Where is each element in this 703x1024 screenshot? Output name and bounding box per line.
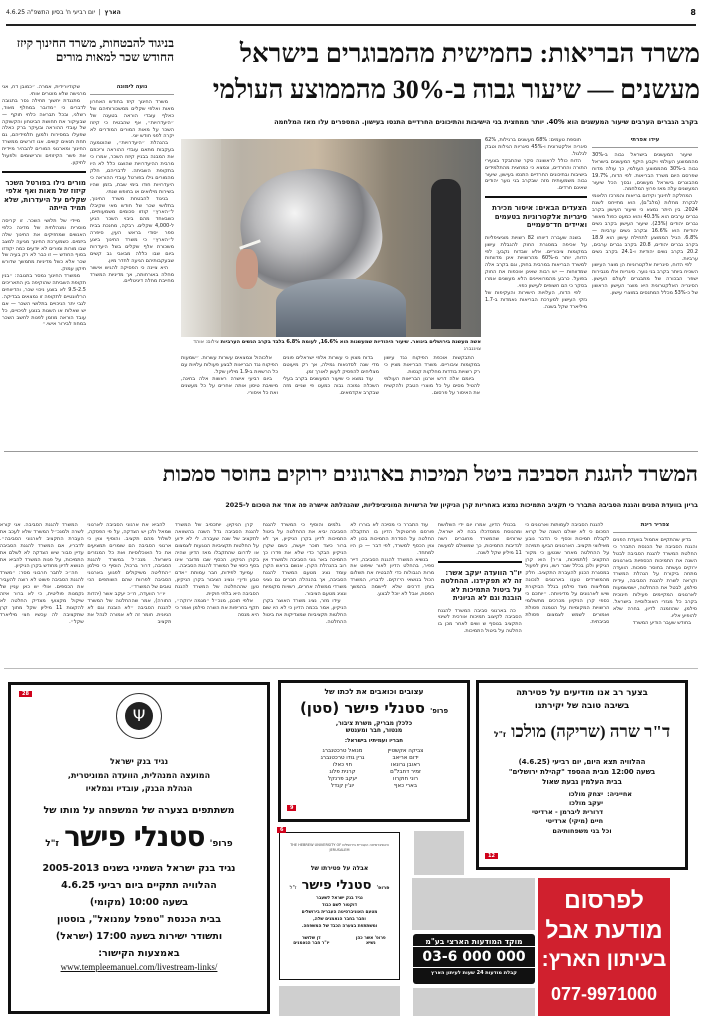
paragraph: אלפי תוכנן, מנכ״ל ״מגמה ירוקה״, תקף בחריפות את השרה סילמן ואמר כי היא מנסה <box>175 597 259 618</box>
signatories-list <box>311 748 437 790</box>
hotline-phone: 03-6 000 000 <box>422 949 526 965</box>
notice-line: נגיד בנק ישראל לשעבר <box>316 896 363 901</box>
paragraph: גלמים והוסיף כי המשרד להגנת הסביבה יביא את ההחלטה על ביטול התמיכות לדיון בקרן הניקיון, אך לא ברור כיצד תוכר ייעשה, כשם שקרן הניקיון הבקר כדי שלא את פדרו כך התמיכה באר גוני הסביבה ולמשרד אין רוב בהנהלת הקרן. אנשם בראש הקרן עומד נציג מטעם המשרד להגנת הסביבה, אך בהנהלה חברים גם נציגי משרדי ממשלה אחרים, רשויות מקומיות ונציג מטעם הציבור. <box>262 522 347 598</box>
ad-tag: 28 <box>19 691 32 697</box>
paragraph: בהנהלת ״היעדרויות״, שהוטמעה בעקבות מתאם עובדי ההוראה וריכוזם את המבנה בבניין קיזוז השכר, אמרו כי מרבית ההיעדרויות שהוצגו כלל לא היו בתקופת השביתה. לדבריהם, חלק מהמורים גילו בפורטל עובדי ההוראה כי היעדרויות חודו בימי שבת, בזמן שהיו בשירות מילואים או בחופש שנתי. <box>90 140 174 195</box>
hotline-title: מוקד המודעות הארצי בע"מ <box>413 937 535 947</box>
family-label: אחייניה: <box>607 790 633 798</box>
malka-notice <box>476 680 688 870</box>
paragraph: שקודיורידית, אמרה. ״כמובן דח, אני מרגישה שלא מוטרים אותי. <box>2 84 86 97</box>
blank-ad-space <box>412 878 535 930</box>
inline-subhead: יו"ר הוועדה יעקב אשר: זה לא תפקידנו. ההחלטה על ביטול התמיכות לא הובנת וגם לא הגיונית <box>438 561 522 603</box>
ad-tag: 12 <box>485 853 498 859</box>
ad-tag: 9 <box>287 805 296 811</box>
paragraph: בדוח מצוין כי עשרות אלפי ישראלים פונים מדי שנה לסדנאות גמילה, אך רק מיעוטם מצליחים להפסיק לעשן לאורך זמן. <box>283 355 379 375</box>
notice-line: עצובים וכואבים את לכתו של <box>324 687 424 696</box>
deceased-name <box>281 698 467 717</box>
notice-line: בשעה 10:00 (מקומי) <box>89 897 189 908</box>
main-headline-line-2: מעשנים — שיעור גבוה ב-30% מהממוצע העולמי <box>212 75 700 104</box>
photo-caption <box>181 339 481 352</box>
notice-line: משתתפים בצערה של המשפחה על מותו של <box>43 805 235 816</box>
section-divider <box>4 451 698 452</box>
notice-line: בבית העלמין גבעת שאול <box>542 778 622 786</box>
name-text: סטנלי פישר <box>301 878 372 893</box>
text-column <box>384 355 480 449</box>
text-column <box>175 522 259 665</box>
text-column <box>438 522 522 665</box>
notice-line: נגיד בנק ישראל <box>109 757 169 766</box>
text-column <box>2 84 86 448</box>
notice-line: ומשתתפת בצערה הכבד של המשפחה. <box>301 924 378 929</box>
photo-hand <box>236 249 258 289</box>
main-subhead: בקרב הגברים הערבים שיעור המעשנים הוא 40%. יותר ממחצית בני הישיבות והתיכונים החרדיים התנסו בעישון. המספרים עלו מאז המלחמה <box>274 118 698 126</box>
paragraph: התבקשות אוכפת הפיקוח נגד עישון במקומות ציבוריים. משרד הבריאות מציין כי רק רשויות בודדות מחלקות קנסות. <box>384 355 480 375</box>
paragraph: בנשיא המשרד להגנת הסביבה, דייר ספיר, בהחלט הדיון לאור שיפוט את מרות הגבולות כדי להבטיח את תשלום הכול בנושאי הי־וקים. לדבריו, המשרד בוחן דרכים שלא ליישמה בהמשך הפסת, אבל לא יוכל לבצע. <box>350 556 435 598</box>
ad-hotline-box <box>413 934 535 984</box>
section-divider <box>4 668 698 669</box>
name-text: ד"ר שרה (שריקה) מולכו <box>511 722 671 741</box>
menorah-icon: Ψ <box>125 702 153 730</box>
family-list <box>479 790 685 826</box>
article-photo <box>181 139 481 337</box>
text-column <box>525 522 609 665</box>
notice-line: בשיבה טובה של יקירתנו <box>534 701 630 711</box>
notice-line: באמצעות הקישור: <box>98 948 180 959</box>
notice-line: וכל בני משפחותיהם <box>552 827 612 835</box>
notice-line: בשעה 12:00 מבית ההספד "קהילת ירושלים" <box>508 768 656 776</box>
signature-role: יו"ר חבר הנאמנים <box>293 941 330 946</box>
date-text: יום רביעי ח' בסיון התשפ"ה 4.6.25 <box>6 9 95 16</box>
page-header <box>6 8 696 22</box>
promo-line: בעיתון הארץ: <box>541 948 667 971</box>
livestream-link[interactable]: www.templeemanuel.com/livestream-links/ <box>60 962 218 972</box>
paragraph: המחלקה לחינוך וקידום בריאות והמרכז הלאומי לבקרת מחלות (מלב"ם), הוא מתייחס לשנת 2024. בין היתר נמצא כי שיעור העישון בקרב גברים ערבים הוא 40.3% והוא כמעט כפול מאשר גברים יהודים (23%). שיעור העישון בקרב נשים יהודיות הוא 16.6% ובקרב נשים ערביות — 6.8%. הגיל הממוצע לתחילת עישון הוא 18.9 בקרב גברים יהודים, 20.8 בקרב גברים ערבים, 20.2 בקרב נשים יהודיות ו-24.1 בקרב נשים ערביות. <box>592 193 698 262</box>
main-headline-line-1: משרד הבריאות: כחמישית מהמבוגרים בישראל <box>239 39 700 68</box>
signatory-name: ידום אריאב <box>392 755 419 761</box>
family-member: חיים (מיקי) ארדיטי <box>545 817 604 825</box>
paragraph: בדיון שהתקיים אתמול בוועדת הפנים והגנת הסביבה של הכנסת התברר כי החלטת המשרד להגנת הסביבה לבטל השנה את התמיכות הכספיות בארגונים ירוקים נעשתה בחוסר סמכות. הוועדה מתחה ביקורת על הנהלת המשרד וקראה לשרת להגנת הסביבה, עידית סילמן, לבטל את ההחלטה, ישמשמעות לארגונים המקיימים פעילות חינוכית בקרב כל מגזרי האוכלוסייה בישראל. סילמן, שהוזמנה לדיון, בחרה שלא להופיע אליו. <box>613 536 697 619</box>
paragraph: ביומם אלה דרש ארגון הבריאות העולמי להטיל מסים על כל מוצרי הטבק ולהקשיח את האיסור על פרסום. <box>384 375 480 396</box>
paragraph: אלכוהול ונמצאים עשרות עשרות. ״שמעות הפיקוח נגד הבריאות לבצע פעולות עלויות עם כל הרשויות ב-1.9 מיליון שקל. <box>181 355 278 375</box>
family-member: יצחק מולכו <box>568 790 604 798</box>
promo-line: מודעת אבל <box>545 917 663 943</box>
notice-line: מנטור, חבר ומענטש <box>345 727 403 734</box>
paragraph: תוספת טעמים: 68% מעשנים ברגילות, 62% סיגריה אלקטרונית ו-45% סיגריות הגילות וטבק לגלגול. <box>485 137 587 157</box>
notice-line: בבית הכנסת "טמפל עמנואל", בוסטון <box>56 914 221 925</box>
promo-phone: 077-9971000 <box>550 984 658 1004</box>
text-column <box>613 522 697 665</box>
photo-credit: צילום: אוהד צויגנברג <box>193 339 481 352</box>
notice-line: בצער רב אנו מודיעים על פטירתה <box>516 688 648 698</box>
ad-tag: 6 <box>277 827 286 833</box>
paragraph: מתנגדת יחשוך תחילה נסר בתגובה לדברים כי ״מדובר במחלף מאוד, רשלני, ובכל תבראה כלחי תוקף — שבעיקור את תחושת הביטחון והקשוקה של עובדי ההוראה ובעיקר ברק כאלה שפעלו במסירות ולמען תלמידיהם, גם תחת תנאים קשים. אנו דורשים ממשרד החינוך ומארגוני המורים להבהיר מיידית את פשר הקיזוזים והרישומים ולפעול לתיקון. <box>2 97 86 166</box>
paragraph: היא ציינה כי הפסיקה להגיש אישור מחלה באורחותה, אך מדיניות המשרד מחייבת מחלה דיגיטליים. <box>90 264 174 285</box>
name-text: סטנלי פישר (סטן) <box>299 699 425 717</box>
title-prefix: פרופ' <box>430 707 449 715</box>
paragraph: ממשרד החינוך נמסר בתגובה: ״בנין תקופת השביתה שהוקיפה בין התאריכים 9.5-2.5 לא בוצע ניכוי שכר, והדיווחים הרלוונטיים לתקופה זו נמצאים בבדיקה. לגבי יתר הניכויים בתלושי השכר — אם יש שאלות או השגות בנוגע לניכויים, כל עובד הוראה מוזמן לפנות לחשב השכר במחוז לבירור אישי.״ <box>2 273 86 328</box>
text-column <box>592 137 698 449</box>
paragraph: להגנת הסביבה לעמותות וארגונים כי הסכום כי לא ישולם השנה של קרוא לקבלת תמיכות וכסף כי הדבר נובע מאילוצי תקציב. הארגונים הביעו תמיהה על ההחלטה מאחר שנטען כי מקור התקציב (לתמיכות, צ״ר) הוא קרן הניקיון ולכן בכלל שבר רשו, ניתן לפעול במסגרת הכנון להעברת התקציב. חלק מהמשרדים טענו בארגונים לנכונה ממליצות מצד סילמן בגלל הביקורת שיש לארגונים על מדיניותה. ״יותכם כי כספי קרן הניקיון מכרכים מתשלומי הרשויות המקומיות על הטמנה פסולת ואמורים לשמש לצמצום פסולת סביבתית. <box>525 522 610 625</box>
paragraph: לפי הדוח, סיגריות אלקטרוניות הן מוצר העישון השכיח ביותר בקרב בני נוער. סיגריות אלו מגבירות ישפר הבכורה של מתבגרים לעולם העישון. הסיגריה האלקטרונית היא מוצר העישון הראשון של כ-53% מכלל המתנסים במוצרי עישון. <box>592 262 698 297</box>
signatory-name: זמיר דחבל"ם <box>390 769 421 775</box>
paragraph: יו״ר הוועדה, ח״כ יעקב אשר (יהדות התורה), אמר שההחלטה של המשרד להגנת הסביבה ״לא הובנת וגם לא הגיונית. חומר זה לא אמורה לנהל את תקציב <box>87 591 172 625</box>
signatory-name: מנואל טרכטנברג <box>322 748 363 754</box>
photo-background-wall <box>181 139 221 337</box>
notice-line: ותשודר ישירות בשעה 17:00 (ישראל) <box>55 931 223 942</box>
hebrew-university-logo: האוניברסיטה העברית בירושלים THE HEBREW UNIVERSITY OF JERUSALEM <box>290 843 389 852</box>
deceased-name <box>11 820 267 853</box>
signature <box>356 936 386 946</box>
text-column <box>181 355 278 449</box>
name-suffix: ז"ל <box>289 885 297 891</box>
notice-description <box>280 895 399 930</box>
notice-line: נגיד בנק ישראל השמיני בשנים 2005-2013 <box>42 863 236 874</box>
paragraph: מיידי של תלושי השכר. זו קריסה מוסרית ומנהלתית של מדינה כלפי האנשים שמחזיקים את החינוך שלה ביזמים. כשמערכת החינוך מגיעה למצב שבו מורות ומורים לא יודעים כמה יקודזו בסוף החודש — זו כבר לא רק בעיה של שכר אלא כשל מדיניות מתמשך שדורש תיקון עמוק. <box>2 217 86 273</box>
caption-text: אשה מעשנת בירושלים בינואר. שיעור היהודיות שמעשנות הוא 16.6%, לעומת 6.8% בלבד בקרב הנשים הערביות <box>220 339 481 345</box>
photo-passerby <box>431 179 461 329</box>
bank-of-israel-notice <box>8 682 270 1014</box>
signature <box>293 936 329 946</box>
signatory-name: צביקה אקשטיין <box>387 748 424 754</box>
paragraph: עידו מזר, נציג משרד האוצר בקרן הניקיון, אמר בכמה הדיון כי לא היו שום החלטות תקציביות שמצדיקות את ביטול ההחלטה. <box>262 597 347 625</box>
name-suffix: ז"ל <box>493 730 507 739</box>
signature-name: דן שלושר <box>301 936 321 941</box>
notice-line: ההלוויה תצא היום, יום רביעי (4.6.25) <box>518 758 646 766</box>
signatory-name: ראובן גרונאו <box>391 762 420 768</box>
blank-ad-space <box>414 831 464 875</box>
byline: נועה לימונה <box>90 84 174 95</box>
paragraph: שיעור המעשנים בישראל גבוה ב-30% מהממוצע העולמי ויקבע היקף המעשנים בישראל גבוה ב-30% מהממוצע העולמי, כך עולה מדוח שפרסם היום משרד הבריאות. לפי הדוח, 19.7% מהבוגרים בישראל מעשנים, ובסך הכל שיעור המעשנים עלה מאז פרוץ המלחמה. <box>592 151 698 193</box>
paragraph: קרן הניקיון. יותכסיב של המשרד להגנת הסביבה גדל השנה בהשוואה לתקציב של שנה שעברה. לי לא ידוע על החלטות תקציביות הנוגעות לצמצום או לדרום שהתקבלו מאז הדיון שהיה בקרן הניקיון. הכסף שבו מדובר אינו בסף כיסוי של המשרד להגנת הסביבה. <box>175 522 259 570</box>
paragraph: עוד נמצא כי שיעור המעשנים בקרב בעלי השכלה נמוכה גבוה כמעט פי שניים מזה שבקרב אקדמאים. <box>283 375 379 396</box>
notice-line: ההלוויה תתקיים ביום רביעי 4.6.25 <box>61 880 217 891</box>
env-headline: המשרד להגנת הסביבה ביטל תמיכות בארגונים ירוקים בחוסר סמכות <box>162 462 698 486</box>
signatory-name: קרנית פלוג <box>329 769 356 775</box>
text-column <box>87 522 171 665</box>
text-column <box>283 355 379 449</box>
signatory-name: יוג'ין קנדל <box>330 783 355 789</box>
date-line: הארץ | יום רביעי ח' בסיון התשפ"ה 4.6.25 <box>6 9 121 16</box>
text-column <box>350 522 434 665</box>
paragraph: חה״כ לתבר חרבוני מסר: ״משרד להגנת הסביבה פשוט לא רוצה להעביר את הכספים. אולי יש כאן עניין של נקמנות פוליטית, כי לא ברור איזה שיקול מקצועי מצדיק החלטה לא להקצות 11 מיליון שקל מתוך קרן שתקציבה לה עכשיו חצי מיליארד שקל״. <box>0 570 84 625</box>
notice-line: מטעם האוניברסיטה העברית בירושלים <box>301 910 378 915</box>
colleagues-notice <box>278 680 470 822</box>
title-prefix: פרופ' <box>376 885 390 891</box>
inline-subhead: הצעדים הבאים: איסור מכירת סיגריות אלקטרוניות בטעמים ואיידים חד־פעמיים <box>485 196 587 230</box>
notice-line: כלכלן מבריק, משרת ציבור, <box>335 720 413 727</box>
family-member: יעקב מולכו <box>569 799 604 807</box>
notice-line: הנהלת הבנק, עובדיו וגמלאיו <box>85 784 193 793</box>
paragraph: בשנה שעברה דיווחו 82 רשויות מוניציפליות על אכיפה במסגרת החוק להגבלת עישון במקומות ציבוריים. אלא שבדוח נקבע: לפי הדוח, יותר מ-60% מהרשויות אינן מדווחות למשרד הבריאות במרבית בחוק, וגם בקרב אלה שמדווחות — יש רבות שאינן אוכפות את החוק בפועל. כרבע מהמרואיינים הלא מעשנים אמרו בסקר כי הם חשופים לעישון כפוי. <box>485 234 587 290</box>
paragraph: בניגוד להבטחת משרד החינוך, בתלושי שכר של חודש מאי שקיבלו ל״הארץ״ קוזזו סכומים משמעותיים, כשבאחד מהם ביבוי השכר הגיע ל-4,000 שקלים. רבקה, מחנכת בבית ספר יסודי בראש העין, סיפרה ל״הארץ״ כי משרד החינוך ביצע משכורת אלף שקלים בשל היעדרות ביום שבו כללה מבאבי גב קשים שבעקבותיהם הגיעה לחדר מיון. <box>90 195 174 264</box>
name-text: סטנלי פישר <box>64 820 205 853</box>
text-column <box>263 522 347 665</box>
blank-ad-space <box>413 988 535 1016</box>
paragraph: עמיעד לפידות, חבר עמותת ״אדם טבע ודין״ ונציג הציבור בקרן הניקיון, טען שההחלטה של המשרד להגנת הסביבה היא בלתי חוקית. <box>175 570 259 598</box>
family-names <box>532 790 603 826</box>
text-column <box>0 522 84 665</box>
byline: עידו אפרתי <box>592 137 698 148</box>
name-suffix: ז"ל <box>45 839 60 849</box>
paragraph: ביום רביעי אישרה ראשות אלה בחינה, מישיבת טיסון אותה אחרים על כל מעשנים ואת כל איסורי. <box>181 375 278 396</box>
paragraph: עוד התברר כי מסיכה לא בוררו לא פורסם פרוטוקול הדיון בו התקבלה החלטה על הסדרת התמיכות בכון לא צוין הכסף למשרד, לפי דבר — כן היו למתחד. <box>350 522 435 556</box>
paragraph: לפי הדוח, העלויות הישירות והעקיפות של נזקי העישון למערכת הבריאות נאמדות ב-1.7 מיליארד שקל בשנה. <box>485 290 587 310</box>
paragraph: בכנולי הדיון, אמרו יום ידי השלושת ומהנוסת ממסדכלו בכח לא ישראל, שרוהים שהמשרד מחוברים רשה לנדיבות התמיכות, כך שמשולם למעשה 11 מיליון שקל לשנה. <box>437 522 522 556</box>
promo-line: לפרסום <box>564 887 644 913</box>
notice-line: דוקטור לשם כבוד <box>321 903 358 908</box>
env-subhead: בריון בוועדת הפנים והגנת הסביבה התברר כי תקציב התמיכות נמצא באחריות קרן הניקיון של הרשויות המוניציפליות, שהנהלתה אישרה פה אחד את הסכום ל-2025 <box>225 502 698 509</box>
title-prefix: פרופ' <box>209 839 233 849</box>
side-headline: בניגוד להבטחות, משרד החינוך קיזז החודש שכר למאות מורים <box>16 36 174 64</box>
signature-role: נשיא <box>366 941 376 946</box>
deceased-name <box>280 874 399 893</box>
hotline-note: קבלת מודעות 24 שעות לעיתון הארץ <box>413 967 535 976</box>
photo-shoulder <box>276 279 406 337</box>
notice-line: וחבר בחבר הנאמנים שלה, <box>313 917 366 922</box>
text-column <box>485 137 587 449</box>
page-number: 8 <box>690 8 696 17</box>
signatory-name: רוני חוקרוו <box>393 776 418 782</box>
paragraph: כה בארגוני סביבה המשרד להגנת הסביבה לקיצוב תמיכות אורכית לשינוי התקציב בנוסף ש ושים לאחר מכן בו החלטה על ביטול התמיכות. <box>437 607 522 635</box>
inline-subhead: מורים נילו בפורטל השכר קיזוז של מאות ואף אלפי שקלים על היעדרות, שלא תמיד הייתה <box>2 171 86 213</box>
notice-line: חבריו ועמיתיו בישראל: <box>344 738 404 744</box>
signature-name: פרופ' אשר כהן <box>355 936 386 941</box>
text-column <box>90 84 174 448</box>
header-rule <box>6 24 696 26</box>
main-headline <box>180 36 700 108</box>
signatory-name: בארי כאף <box>393 783 418 789</box>
paper-name: הארץ <box>104 9 121 16</box>
signatory-name: יעקב פרנקל <box>327 776 358 782</box>
deceased-name <box>479 719 685 748</box>
mourning-notice-promo[interactable] <box>538 878 670 1016</box>
notice-line: המועצה המנהלית, הוועדה המוניטרית, <box>67 771 211 780</box>
paragraph: בחודש שעבר הודיע המשרד <box>632 619 691 626</box>
paragraph: משרד החינוך קיזז בחודש האחרון מאות ואלפי שקלים ממשכורותיהם של כאלף עובדי הוראה בטענה של ״היעדרויות״, אף שהבטיח כי קיזוז השכר על מאות המורים המודרים לא יקרה לפני חודש יוני. <box>90 98 174 140</box>
paragraph: הדוח כולל לראשונה סקר שהתבקד בצעירי התורה והחרדים, ונמצא כי כמחצית מהתלמידים בישיבות ובתיכונים החרדיים התנסו בעישון, שיעור גבוה משמעותית מזה שבקרב בני נוער יהודים שאינם חרדים. <box>485 157 587 192</box>
family-member: דרורית ליברמן - ארדיטי <box>531 808 604 816</box>
paragraph: המשרד להגנת הסביבה. אני קורא לשרה ולמנכ״ל המשרד שלא לעכב את העברת התקציב לארגוני הסביבה״. לדבריו, אם המשרד להגנת הסביבה עדיין סבור שיש הצדקה לא לשלם את התמיכות, על פנות המשרד להביא את הנושא לדיון מחודש בקרן הניקיון. <box>0 522 84 570</box>
signatory-name: גרין גודו טרכטנברג <box>320 755 365 761</box>
notice-line: אבלה על פטירתו של <box>310 865 369 872</box>
signatures <box>280 936 399 946</box>
blank-ad-space <box>279 986 400 1016</box>
signatory-name: חוי כאלו <box>332 762 353 768</box>
paragraph: להביא את ארגוני הסביבה לארגוני שמאל ולכן יש הצדקה, על פי הפסקה, לשלול מהם תקציב. והוסיף צוין כי ארגוני הסביבה הם שומרים תמציעים את כל האוכלוסיות ואת כל המגזרים בישראל. מנכ״ל במשרד להגנת הסביבה, דרור ברכול, הוסיף כי סילמן ״החליטה משיקולים לפגוע בארגוני הסביבה לפרוות שהם השותפים הכי טובים של המשרד״. <box>87 522 172 591</box>
hebrew-university-notice <box>279 827 400 980</box>
byline: צפריר רינת <box>613 522 697 533</box>
bank-of-israel-logo <box>116 693 162 739</box>
